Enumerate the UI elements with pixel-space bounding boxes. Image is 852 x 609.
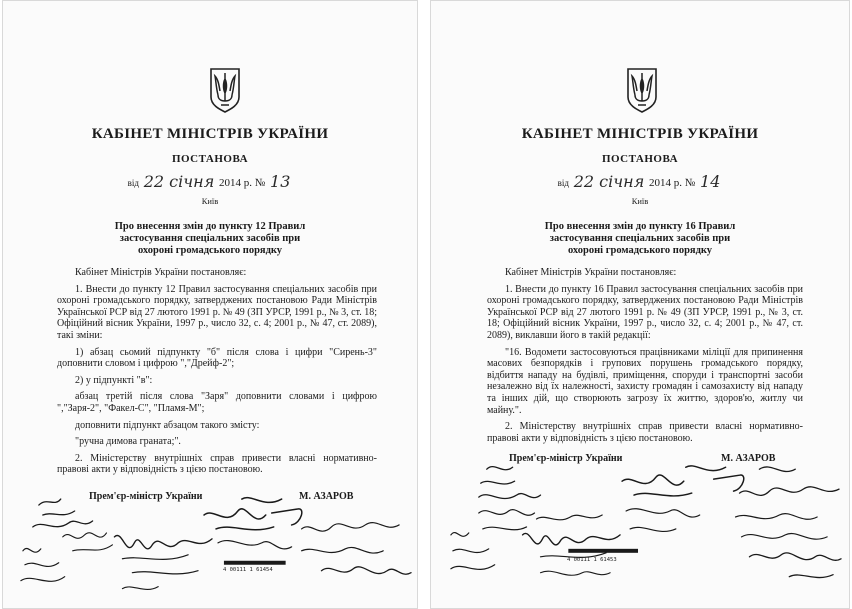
- signer-title: Прем'єр-міністр України: [509, 453, 623, 464]
- dateline: [431, 171, 849, 190]
- body-paragraph: абзац третій після слова "Заря" доповнити словами і цифрою ","Заря-2", "Факел-С", "Пламя-М";: [57, 391, 377, 414]
- date-prefix: від: [127, 178, 139, 188]
- handwritten-date: 22 січня: [143, 172, 215, 191]
- decree-page-14: [430, 0, 850, 609]
- date-year: 2014 р. №: [649, 177, 696, 189]
- decree-type-heading: ПОСТАНОВА: [601, 153, 679, 165]
- signer-title: Прем'єр-міністр України: [89, 491, 203, 502]
- handwritten-date: 22 січня: [573, 172, 645, 191]
- decree-type-heading: ПОСТАНОВА: [171, 153, 249, 165]
- title-line: застосування спеціальних засобів при: [119, 233, 301, 244]
- body-paragraph: "ручна димова граната;".: [75, 436, 181, 448]
- decree-body: [57, 267, 377, 481]
- decree-title: [3, 221, 417, 257]
- body-paragraph: 2. Міністерству внутрішніх справ привести власні нормативно-правові акти у відповідність з цією постановою.: [487, 421, 803, 444]
- title-line: охороні громадського порядку: [137, 245, 283, 256]
- city-label: Київ: [631, 196, 649, 206]
- title-line: Про внесення змін до пункту 16 Правил: [544, 221, 736, 232]
- barcode: [224, 561, 286, 565]
- handwritten-number: 13: [270, 172, 291, 191]
- trident-emblem-icon: [209, 67, 241, 113]
- date-prefix: від: [557, 178, 569, 188]
- body-paragraph: 1) абзац сьомий підпункту "б" після слова і цифри "Сирень-3" доповнити словом і цифрою ","Дрейф-2";: [57, 346, 377, 370]
- trident-emblem-icon: [626, 67, 658, 113]
- date-year: 2014 р. №: [219, 177, 266, 189]
- body-paragraph: 2) у підпункті "в":: [75, 374, 153, 386]
- title-line: охороні громадського порядку: [567, 245, 713, 256]
- cabinet-heading: КАБІНЕТ МІНІСТРІВ УКРАЇНИ: [91, 126, 329, 142]
- body-paragraph: 1. Внести до пункту 16 Правил застосування спеціальних засобів при охороні громадського порядку, затверджених постановою Ради Міністрів Української РСР від 27 лютого 1991 р. № 49 (ЗП УРСР, 1991 р., № 3, ст. 18; Офіційний вісник України, 1997 р., число 32, с. 4; 2001 р., № 47, ст. 2089), виклавши його в такій редакції:: [487, 283, 803, 341]
- city-label: Київ: [201, 196, 219, 206]
- body-paragraph: 2. Міністерству внутрішніх справ привести власні нормативно-правові акти у відповідність з цією постановою.: [57, 452, 377, 476]
- decree-body: [487, 267, 803, 449]
- signer-name: М. АЗАРОВ: [299, 491, 354, 502]
- cabinet-heading: КАБІНЕТ МІНІСТРІВ УКРАЇНИ: [521, 126, 759, 142]
- barcode: [568, 549, 638, 553]
- signer-name: М. АЗАРОВ: [721, 453, 776, 464]
- handwritten-number: 14: [700, 172, 721, 191]
- decree-page-13: [2, 0, 418, 609]
- body-paragraph: доповнити підпункт абзацом такого змісту:: [75, 419, 260, 431]
- body-paragraph: Кабінет Міністрів України постановляє:: [75, 267, 247, 278]
- decree-title: [431, 221, 849, 257]
- dateline: [3, 171, 417, 190]
- title-line: застосування спеціальних засобів при: [549, 233, 731, 244]
- barcode-number: 4 00111 1 61453: [567, 557, 617, 563]
- title-line: Про внесення змін до пункту 12 Правил: [114, 221, 306, 232]
- body-paragraph: "16. Водомети застосовуються працівниками міліції для припинення масових безпорядків і групових порушень громадського порядку, відбиття нападу на будівлі, приміщення, споруди і транспортні засоби незалежно від їх належності, захисту громадян і самозахисту від нападу та інших дій, що створюють загрозу їх життю, здоров'ю, житлу чи майну.".: [487, 346, 803, 416]
- body-paragraph: 1. Внести до пункту 12 Правил застосування спеціальних засобів при охороні громадського порядку, затверджених постановою Ради Міністрів Української РСР від 27 лютого 1991 р. № 49 (ЗП УРСР, 1991 р., № 3, ст. 18; Офіційний вісник України, 1997 р., число 32, с. 4; 2001 р., № 47, ст. 2089), такі зміни:: [57, 283, 377, 341]
- body-paragraph: Кабінет Міністрів України постановляє:: [505, 267, 677, 278]
- barcode-number: 4 00111 1 61454: [223, 567, 273, 573]
